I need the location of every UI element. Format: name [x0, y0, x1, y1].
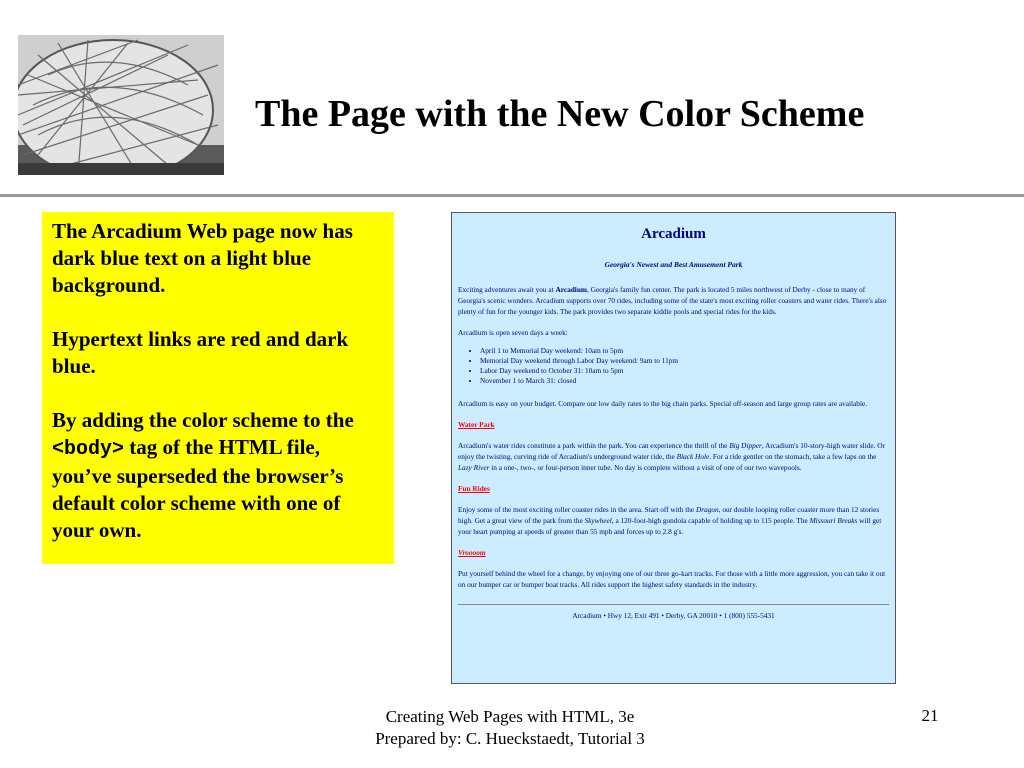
footer-line: Creating Web Pages with HTML, 3e: [385, 707, 635, 726]
list-item: • April 1 to Memorial Day weekend: 10am to 5pm: [480, 346, 889, 356]
title-divider: [0, 194, 1024, 197]
callout-text: tag of the HTML file, you’ve superseded the browser’s default color scheme with one of your own.: [52, 435, 344, 542]
budget-paragraph: Arcadium is easy on your budget. Compare our low daily rates to the big chain parks. Special off-season and large group rates are available.: [458, 399, 868, 408]
callout-paragraph: [52, 407, 384, 544]
fun-rides-paragraph: Enjoy some of the most exciting roller coaster rides in the area. Start off with the Dragon, our double looping roller coaster more than 12 stories high. Get a great view of the park from the Skywheel, a 120-foot-high gondola capable of holding up to 115 people. The Missouri Breaks will get your heart pumping at speeds of greater than 55 mph and forces up to 2.8 g's.: [458, 505, 882, 536]
slide-footer: [300, 706, 720, 750]
body-tag-code: <body>: [52, 438, 125, 461]
arcadium-title: Arcadium: [641, 226, 706, 242]
satellite-dish-icon: [18, 35, 224, 175]
list-item: • Memorial Day weekend through Labor Day weekend: 9am to 11pm: [480, 356, 889, 366]
footer-line: Prepared by: C. Hueckstaedt, Tutorial 3: [375, 729, 645, 748]
callout-paragraph: Hypertext links are red and dark blue.: [52, 327, 349, 378]
callout-text: By adding the color scheme to the: [52, 408, 354, 432]
vroooom-link[interactable]: Vroooom: [458, 548, 486, 557]
list-item: • Labor Day weekend to October 31: 10am to 5pm: [480, 366, 889, 376]
satellite-dish-image: [18, 35, 224, 175]
slide-title: The Page with the New Color Scheme: [255, 93, 865, 135]
water-park-link[interactable]: Water Park: [458, 420, 495, 429]
vroooom-paragraph: Put yourself behind the wheel for a change, by enjoying one of our three go-kart tracks. For those with a little more aggression, you can take it out on our bumper car or bumper boat tracks. All rides support the highest safety standards in the industry.: [458, 569, 886, 589]
callout-paragraph: The Arcadium Web page now has dark blue text on a light blue background.: [52, 219, 353, 297]
page-number: 21: [921, 706, 939, 725]
footer-divider: [458, 604, 889, 605]
water-park-paragraph: Arcadium's water rides constitute a park within the park. You can experience the thrill of the Big Dipper, Arcadium's 10-story-high water slide. Or enjoy the twisting, curving ride of Arcadium's underground water ride, the Black Hole. For a ride gentler on the stomach, take a few laps on the Lazy River in a one-, two-, or four-person inner tube. No day is complete without a visit of one of our two wavepools.: [458, 441, 885, 472]
intro-paragraph: Exciting adventures await you at Arcadium, Georgia's family fun center. The park is located 5 miles northwest of Derby - close to many of Georgia's scenic wonders. Arcadium supports over 70 rides, including some of the state's most exciting roller coasters and water rides. There's also plenty of fun for the younger kids. The park provides two separate kiddie pools and special rides for the kids.: [458, 285, 887, 316]
hours-list: [458, 346, 889, 386]
arcadium-subtitle: Georgia's Newest and Best Amusement Park: [604, 260, 743, 269]
list-item: • November 1 to March 31: closed: [480, 376, 889, 386]
hours-intro: Arcadium is open seven days a week:: [458, 328, 568, 337]
fun-rides-link[interactable]: Fun Rides: [458, 484, 490, 493]
description-callout: [42, 212, 394, 564]
arcadium-page-screenshot: [451, 212, 896, 684]
arcadium-address: Arcadium • Hwy 12, Exit 491 • Derby, GA 20010 • 1 (800) 555-5431: [572, 611, 775, 620]
